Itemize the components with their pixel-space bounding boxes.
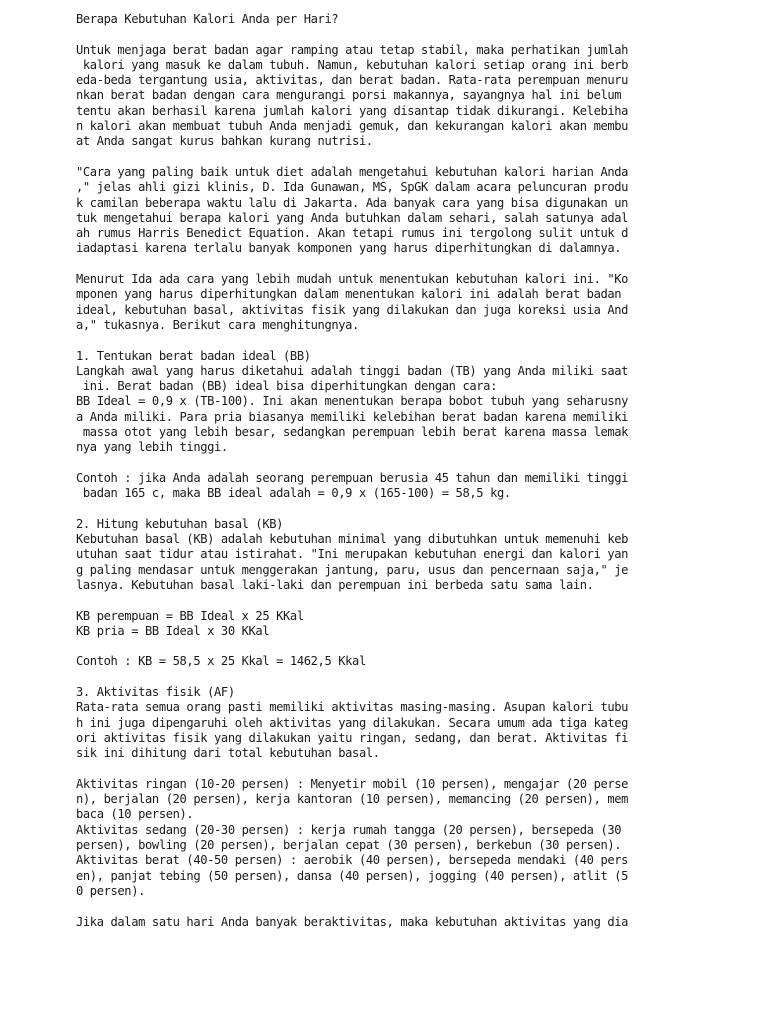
paragraph-gap — [76, 593, 696, 608]
text-line: Rata-rata semua orang pasti memiliki aktivitas masing-masing. Asupan kalori tubu — [76, 700, 629, 715]
paragraph-gap — [76, 150, 696, 165]
paragraph-gap — [76, 502, 696, 517]
text-line: sik ini dihitung dari total kebutuhan basal. — [76, 746, 380, 761]
paragraph — [76, 654, 696, 669]
text-line: badan 165 c, maka BB ideal adalah = 0,9 x (165-100) = 58,5 kg. — [76, 486, 511, 501]
paragraph-gap — [76, 27, 696, 42]
paragraph — [76, 43, 696, 150]
text-line: ori aktivitas fisik yang dilakukan yaitu ringan, sedang, dan berat. Aktivitas fi — [76, 730, 629, 745]
text-line: Menurut Ida ada cara yang lebih mudah untuk menentukan kebutuhan kalori ini. "Ko — [76, 272, 629, 287]
text-line: h ini juga dipengaruhi oleh aktivitas yang dilakukan. Secara umum ada tiga kateg — [76, 715, 629, 730]
text-line: nkan berat badan dengan cara mengurangi porsi makannya, sayangnya hal ini belum — [76, 88, 622, 103]
text-line: a," tukasnya. Berikut cara menghitungnya. — [76, 317, 359, 332]
text-line: KB perempuan = BB Ideal x 25 KKal — [76, 608, 304, 623]
text-line: BB Ideal = 0,9 x (TB-100). Ini akan menentukan berapa bobot tubuh yang seharusny — [76, 394, 629, 409]
paragraph-gap — [76, 670, 696, 685]
text-line: en), panjat tebing (50 persen), dansa (40 persen), jogging (40 persen), atlit (5 — [76, 868, 629, 883]
paragraph-gap — [76, 762, 696, 777]
text-line: Contoh : jika Anda adalah seorang perempuan berusia 45 tahun dan memiliki tinggi — [76, 470, 629, 485]
text-line: n), berjalan (20 persen), kerja kantoran (10 persen), memancing (20 persen), mem — [76, 792, 629, 807]
paragraph — [76, 609, 696, 640]
paragraph-gap — [76, 257, 696, 272]
text-line: mponen yang harus diperhitungkan dalam menentukan kalori ini adalah berat badan — [76, 287, 622, 302]
text-line: "Cara yang paling baik untuk diet adalah mengetahui kebutuhan kalori harian Anda — [76, 164, 629, 179]
text-line: lasnya. Kebutuhan basal laki-laki dan perempuan ini berbeda satu sama lain. — [76, 577, 594, 592]
text-line: ini. Berat badan (BB) ideal bisa diperhitungkan dengan cara: — [76, 379, 497, 394]
text-line: tentu akan berhasil karena jumlah kalori yang disantap tidak dikurangi. Kelebiha — [76, 103, 629, 118]
text-line: Kebutuhan basal (KB) adalah kebutuhan minimal yang dibutuhkan untuk memenuhi keb — [76, 532, 629, 547]
text-line: a Anda miliki. Para pria biasanya memiliki kelebihan berat badan karena memiliki — [76, 409, 629, 424]
paragraph — [76, 165, 696, 257]
paragraph — [76, 685, 696, 761]
text-line: 3. Aktivitas fisik (AF) — [76, 685, 235, 700]
text-line: ideal, kebutuhan basal, aktivitas fisik yang dilakukan dan juga koreksi usia And — [76, 302, 629, 317]
paragraph-gap — [76, 639, 696, 654]
paragraph — [76, 272, 696, 333]
text-line: utuhan saat tidur atau istirahat. "Ini merupakan kebutuhan energi dan kalori yan — [76, 547, 629, 562]
text-line: persen), bowling (20 persen), berjalan cepat (30 persen), berkebun (30 persen). — [76, 838, 622, 853]
text-line: Aktivitas sedang (20-30 persen) : kerja rumah tangga (20 persen), bersepeda (30 — [76, 822, 622, 837]
document-page — [76, 12, 696, 930]
paragraph — [76, 349, 696, 456]
text-line: 1. Tentukan berat badan ideal (BB) — [76, 348, 311, 363]
paragraph-gap — [76, 456, 696, 471]
text-line: g paling mendasar untuk menggerakan jantung, paru, usus dan pencernaan saja," je — [76, 562, 629, 577]
paragraph-gap — [76, 333, 696, 348]
text-line: Contoh : KB = 58,5 x 25 Kkal = 1462,5 Kkal — [76, 654, 366, 669]
paragraph — [76, 471, 696, 502]
paragraph-gap — [76, 899, 696, 914]
document-body — [76, 43, 696, 930]
text-line: nya yang lebih tinggi. — [76, 440, 228, 455]
text-line: 2. Hitung kebutuhan basal (KB) — [76, 516, 284, 531]
text-line: baca (10 persen). — [76, 807, 194, 822]
text-line: k camilan beberapa waktu lalu di Jakarta. Ada banyak cara yang bisa digunakan un — [76, 195, 629, 210]
text-line: Langkah awal yang harus diketahui adalah tinggi badan (TB) yang Anda miliki saat — [76, 363, 629, 378]
text-line: massa otot yang lebih besar, sedangkan perempuan lebih berat karena massa lemak — [76, 425, 629, 440]
document-title: Berapa Kebutuhan Kalori Anda per Hari? — [76, 12, 339, 26]
text-line: Jika dalam satu hari Anda banyak beraktivitas, maka kebutuhan aktivitas yang dia — [76, 914, 629, 929]
paragraph — [76, 915, 696, 930]
text-line: at Anda sangat kurus bahkan kurang nutrisi. — [76, 134, 373, 149]
text-line: iadaptasi karena terlalu banyak komponen yang harus diperhitungkan di dalamnya. — [76, 241, 622, 256]
text-line: ah rumus Harris Benedict Equation. Akan tetapi rumus ini tergolong sulit untuk d — [76, 226, 629, 241]
text-line: n kalori akan membuat tubuh Anda menjadi gemuk, dan kekurangan kalori akan membu — [76, 119, 629, 134]
text-line: Aktivitas ringan (10-20 persen) : Menyetir mobil (10 persen), mengajar (20 perse — [76, 776, 629, 791]
text-line: tuk mengetahui berapa kalori yang Anda butuhkan dalam sehari, salah satunya adal — [76, 210, 629, 225]
text-line: ," jelas ahli gizi klinis, D. Ida Gunawan, MS, SpGK dalam acara peluncuran produ — [76, 180, 629, 195]
paragraph — [76, 517, 696, 593]
text-line: Untuk menjaga berat badan agar ramping atau tetap stabil, maka perhatikan jumlah — [76, 42, 629, 57]
text-line: KB pria = BB Ideal x 30 KKal — [76, 623, 270, 638]
paragraph — [76, 777, 696, 899]
text-line: kalori yang masuk ke dalam tubuh. Namun, kebutuhan kalori setiap orang ini berb — [76, 57, 629, 72]
text-line: Aktivitas berat (40-50 persen) : aerobik (40 persen), bersepeda mendaki (40 pers — [76, 853, 629, 868]
text-line: eda-beda tergantung usia, aktivitas, dan berat badan. Rata-rata perempuan menuru — [76, 73, 629, 88]
text-line: 0 persen). — [76, 883, 146, 898]
